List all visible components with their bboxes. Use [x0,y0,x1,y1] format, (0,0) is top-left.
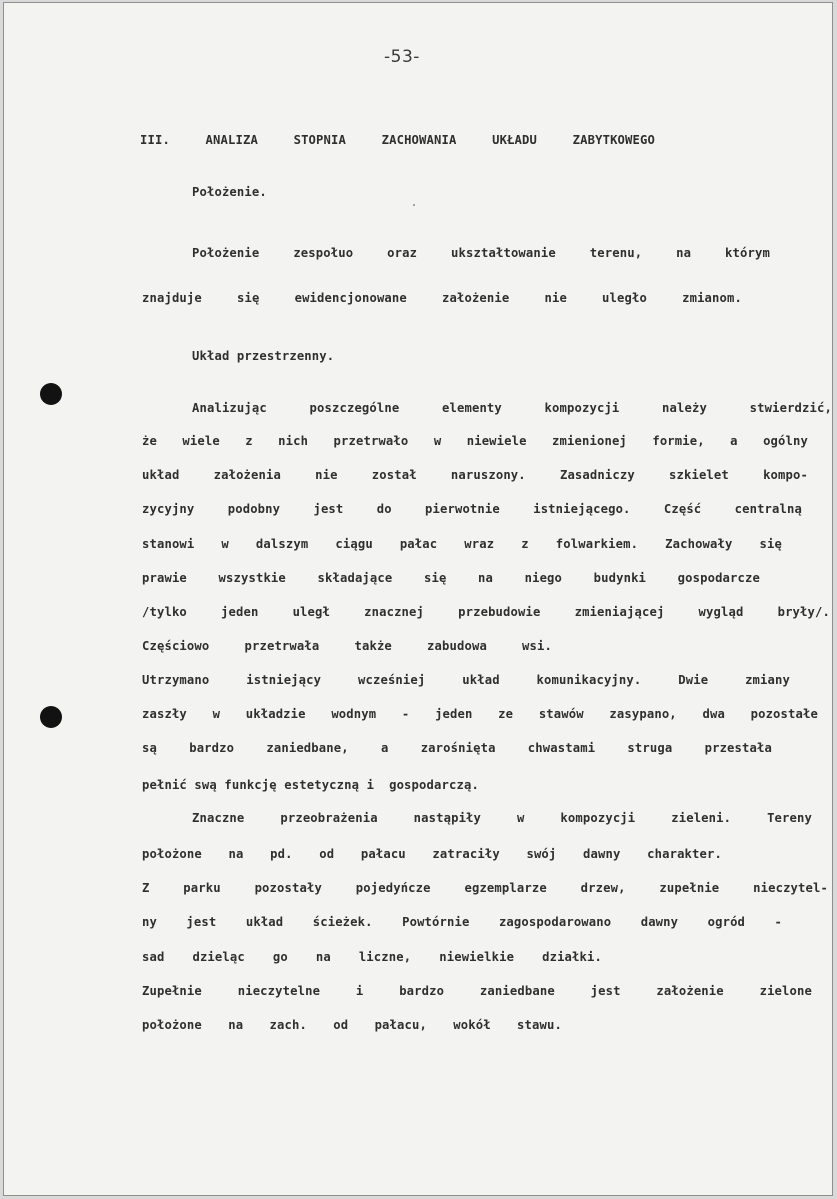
punch-hole [40,706,62,728]
document-page [3,2,833,1196]
punch-hole [40,383,62,405]
text-line: zycyjny podobny jest do pierwotnie istniejącego. Część centralną [142,502,802,516]
text-line: położone na pd. od pałacu zatraciły swój dawny charakter. [142,847,722,861]
text-line: prawie wszystkie składające się na niego budynki gospodarcze [142,571,760,585]
paper-speck [413,204,415,206]
text-line: pełnić swą funkcję estetyczną i gospodarczą. [142,778,479,792]
text-line: Zupełnie nieczytelne i bardzo zaniedbane jest założenie zielone [142,984,812,998]
text-line: Analizując poszczególne elementy kompozycji należy stwierdzić, [192,401,832,415]
text-line: Znaczne przeobrażenia nastąpiły w kompozycji zieleni. Tereny [192,811,812,825]
text-line: są bardzo zaniedbane, a zarośnięta chwastami struga przestała [142,741,772,755]
text-line: że wiele z nich przetrwało w niewiele zmienionej formie, a ogólny [142,434,808,448]
subheading-polozenie: Położenie. [192,185,267,199]
text-line: położone na zach. od pałacu, wokół stawu. [142,1018,562,1032]
text-line: sad dzieląc go na liczne, niewielkie działki. [142,950,602,964]
page-number: -53- [384,47,420,67]
text-line: stanowi w dalszym ciągu pałac wraz z folwarkiem. Zachowały się [142,537,782,551]
text-line: zaszły w układzie wodnym - jeden ze stawów zasypano, dwa pozostałe [142,707,818,721]
text-line: Położenie zespołuo oraz ukształtowanie terenu, na którym [192,246,770,260]
text-line: ny jest układ ścieżek. Powtórnie zagospodarowano dawny ogród - [142,915,782,929]
text-line: znajduje się ewidencjonowane założenie nie uległo zmianom. [142,291,742,305]
text-line: Z parku pozostały pojedyńcze egzemplarze drzew, zupełnie nieczytel- [142,881,828,895]
text-line: Częściowo przetrwała także zabudowa wsi. [142,639,552,653]
text-line: układ założenia nie został naruszony. Zasadniczy szkielet kompo- [142,468,808,482]
subheading-uklad: Układ przestrzenny. [192,349,335,363]
section-heading: III. ANALIZA STOPNIA ZACHOWANIA UKŁADU ZABYTKOWEGO [140,133,655,147]
text-line: Utrzymano istniejący wcześniej układ komunikacyjny. Dwie zmiany [142,673,790,687]
text-line: /tylko jeden uległ znacznej przebudowie zmieniającej wygląd bryły/. [142,605,830,619]
